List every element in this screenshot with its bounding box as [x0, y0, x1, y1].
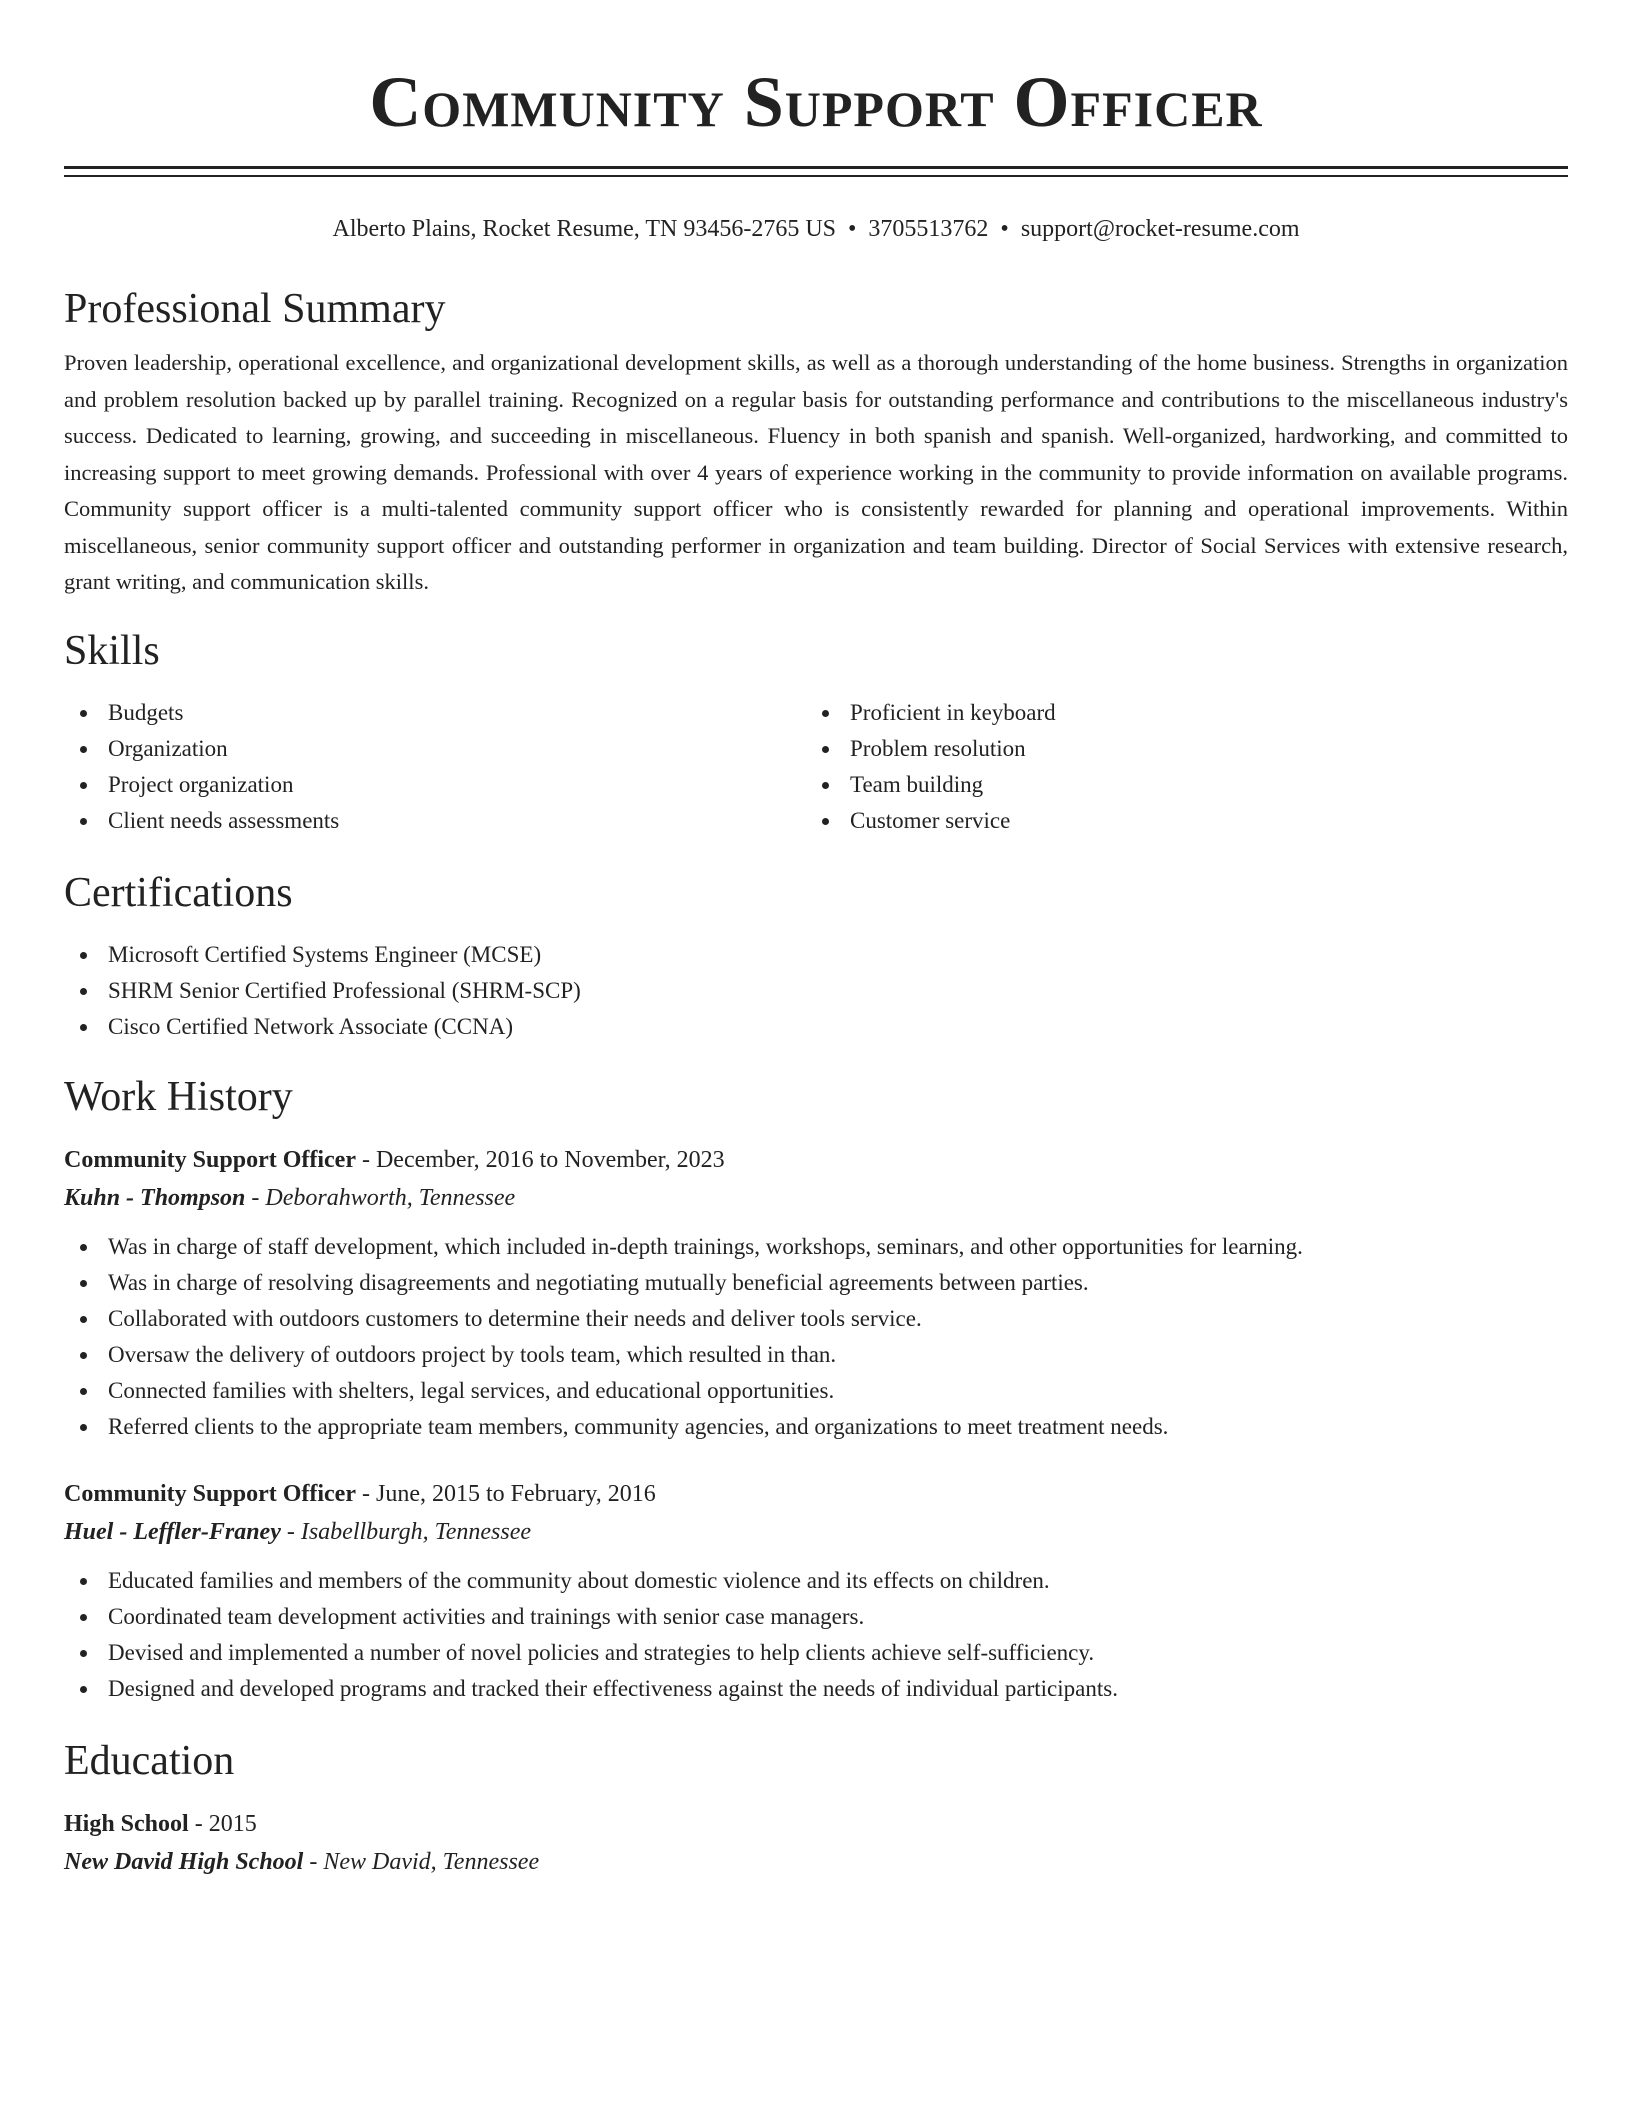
certification-item: Microsoft Certified Systems Engineer (MCSE): [64, 937, 1568, 973]
resume-title: Community Support Officer: [369, 62, 1263, 142]
job-heading: [64, 1141, 1568, 1179]
job-bullet: Educated families and members of the community about domestic violence and its effects on children.: [64, 1563, 1568, 1599]
job-bullet: Coordinated team development activities and trainings with senior case managers.: [64, 1599, 1568, 1635]
job-location: - Deborahworth, Tennessee: [245, 1184, 516, 1211]
section-title-summary: Professional Summary: [64, 286, 446, 332]
job-location: - Isabellburgh, Tennessee: [280, 1518, 532, 1545]
section-title-skills: Skills: [64, 627, 160, 674]
resume-page: [64, 0, 1568, 1881]
job-role: Community Support Officer: [64, 1146, 356, 1173]
job-company-line: [64, 1513, 1568, 1551]
contact-line: [64, 213, 1568, 245]
education-location: - New David, Tennessee: [303, 1848, 540, 1875]
title-divider-thick: [64, 166, 1568, 169]
skill-item: Organization: [64, 731, 806, 767]
job-bullet: Collaborated with outdoors customers to determine their needs and deliver tools service.: [64, 1301, 1568, 1337]
skills-list-right: [806, 695, 1548, 839]
job-company: Kuhn - Thompson: [64, 1184, 246, 1211]
section-title-education: Education: [64, 1737, 235, 1784]
job-entry: [64, 1475, 1568, 1707]
education-school-line: [64, 1843, 1568, 1881]
skill-item: Team building: [806, 767, 1548, 803]
education-entry: [64, 1805, 1568, 1881]
education-degree: High School: [64, 1810, 189, 1837]
job-bullets: [64, 1563, 1568, 1707]
contact-separator: •: [1000, 216, 1009, 242]
job-dates: - June, 2015 to February, 2016: [355, 1480, 656, 1507]
skill-item: Problem resolution: [806, 731, 1548, 767]
job-bullet: Was in charge of staff development, which included in-depth trainings, workshops, seminars, and other opportunities for learning.: [64, 1229, 1568, 1265]
skill-item: Budgets: [64, 695, 806, 731]
education-heading: [64, 1805, 1568, 1843]
section-title-work-history: Work History: [64, 1073, 293, 1120]
skill-item: Customer service: [806, 803, 1548, 839]
job-bullet: Oversaw the delivery of outdoors project by tools team, which resulted in than.: [64, 1337, 1568, 1373]
job-bullet: Connected families with shelters, legal services, and educational opportunities.: [64, 1373, 1568, 1409]
skill-item: Project organization: [64, 767, 806, 803]
job-dates: - December, 2016 to November, 2023: [355, 1146, 725, 1173]
job-entry: [64, 1141, 1568, 1445]
contact-phone: 3705513762: [868, 216, 989, 242]
certifications-list: [64, 937, 1568, 1045]
skill-item: Client needs assessments: [64, 803, 806, 839]
job-heading: [64, 1475, 1568, 1513]
contact-address: Alberto Plains, Rocket Resume, TN 93456-2765 US: [332, 216, 837, 242]
education-year: - 2015: [188, 1810, 257, 1837]
contact-email: support@rocket-resume.com: [1020, 216, 1300, 242]
job-company: Huel - Leffler-Franey: [64, 1518, 281, 1545]
skills-grid: [64, 695, 1568, 839]
title-divider-thin: [64, 175, 1568, 177]
skills-list-left: [64, 695, 806, 839]
job-bullet: Designed and developed programs and tracked their effectiveness against the needs of individual participants.: [64, 1671, 1568, 1707]
job-bullet: Devised and implemented a number of novel policies and strategies to help clients achieve self-sufficiency.: [64, 1635, 1568, 1671]
job-company-line: [64, 1179, 1568, 1217]
education-school: New David High School: [64, 1848, 304, 1875]
certification-item: Cisco Certified Network Associate (CCNA): [64, 1009, 1568, 1045]
summary-text: Proven leadership, operational excellence, and organizational development skills, as well as a thorough understanding of the home business. Strengths in organization and problem resolution backed up by parallel training. Recognized on a regular basis for outstanding performance and contributions to the miscellaneous industry's success. Dedicated to learning, growing, and succeeding in miscellaneous. Fluency in both spanish and spanish. Well-organized, hardworking, and committed to increasing support to meet growing demands. Professional with over 4 years of experience working in the community to provide information on available programs. Community support officer is a multi-talented community support officer who is consistently rewarded for planning and operational improvements. Within miscellaneous, senior community support officer and outstanding performer in organization and team building. Director of Social Services with extensive research, grant writing, and communication skills.: [64, 350, 1568, 594]
section-title-certifications: Certifications: [64, 869, 293, 916]
job-bullets: [64, 1229, 1568, 1445]
job-bullet: Referred clients to the appropriate team members, community agencies, and organizations to meet treatment needs.: [64, 1409, 1568, 1445]
skill-item: Proficient in keyboard: [806, 695, 1548, 731]
certification-item: SHRM Senior Certified Professional (SHRM-SCP): [64, 973, 1568, 1009]
job-bullet: Was in charge of resolving disagreements and negotiating mutually beneficial agreements between parties.: [64, 1265, 1568, 1301]
job-role: Community Support Officer: [64, 1480, 356, 1507]
contact-separator: •: [848, 216, 857, 242]
